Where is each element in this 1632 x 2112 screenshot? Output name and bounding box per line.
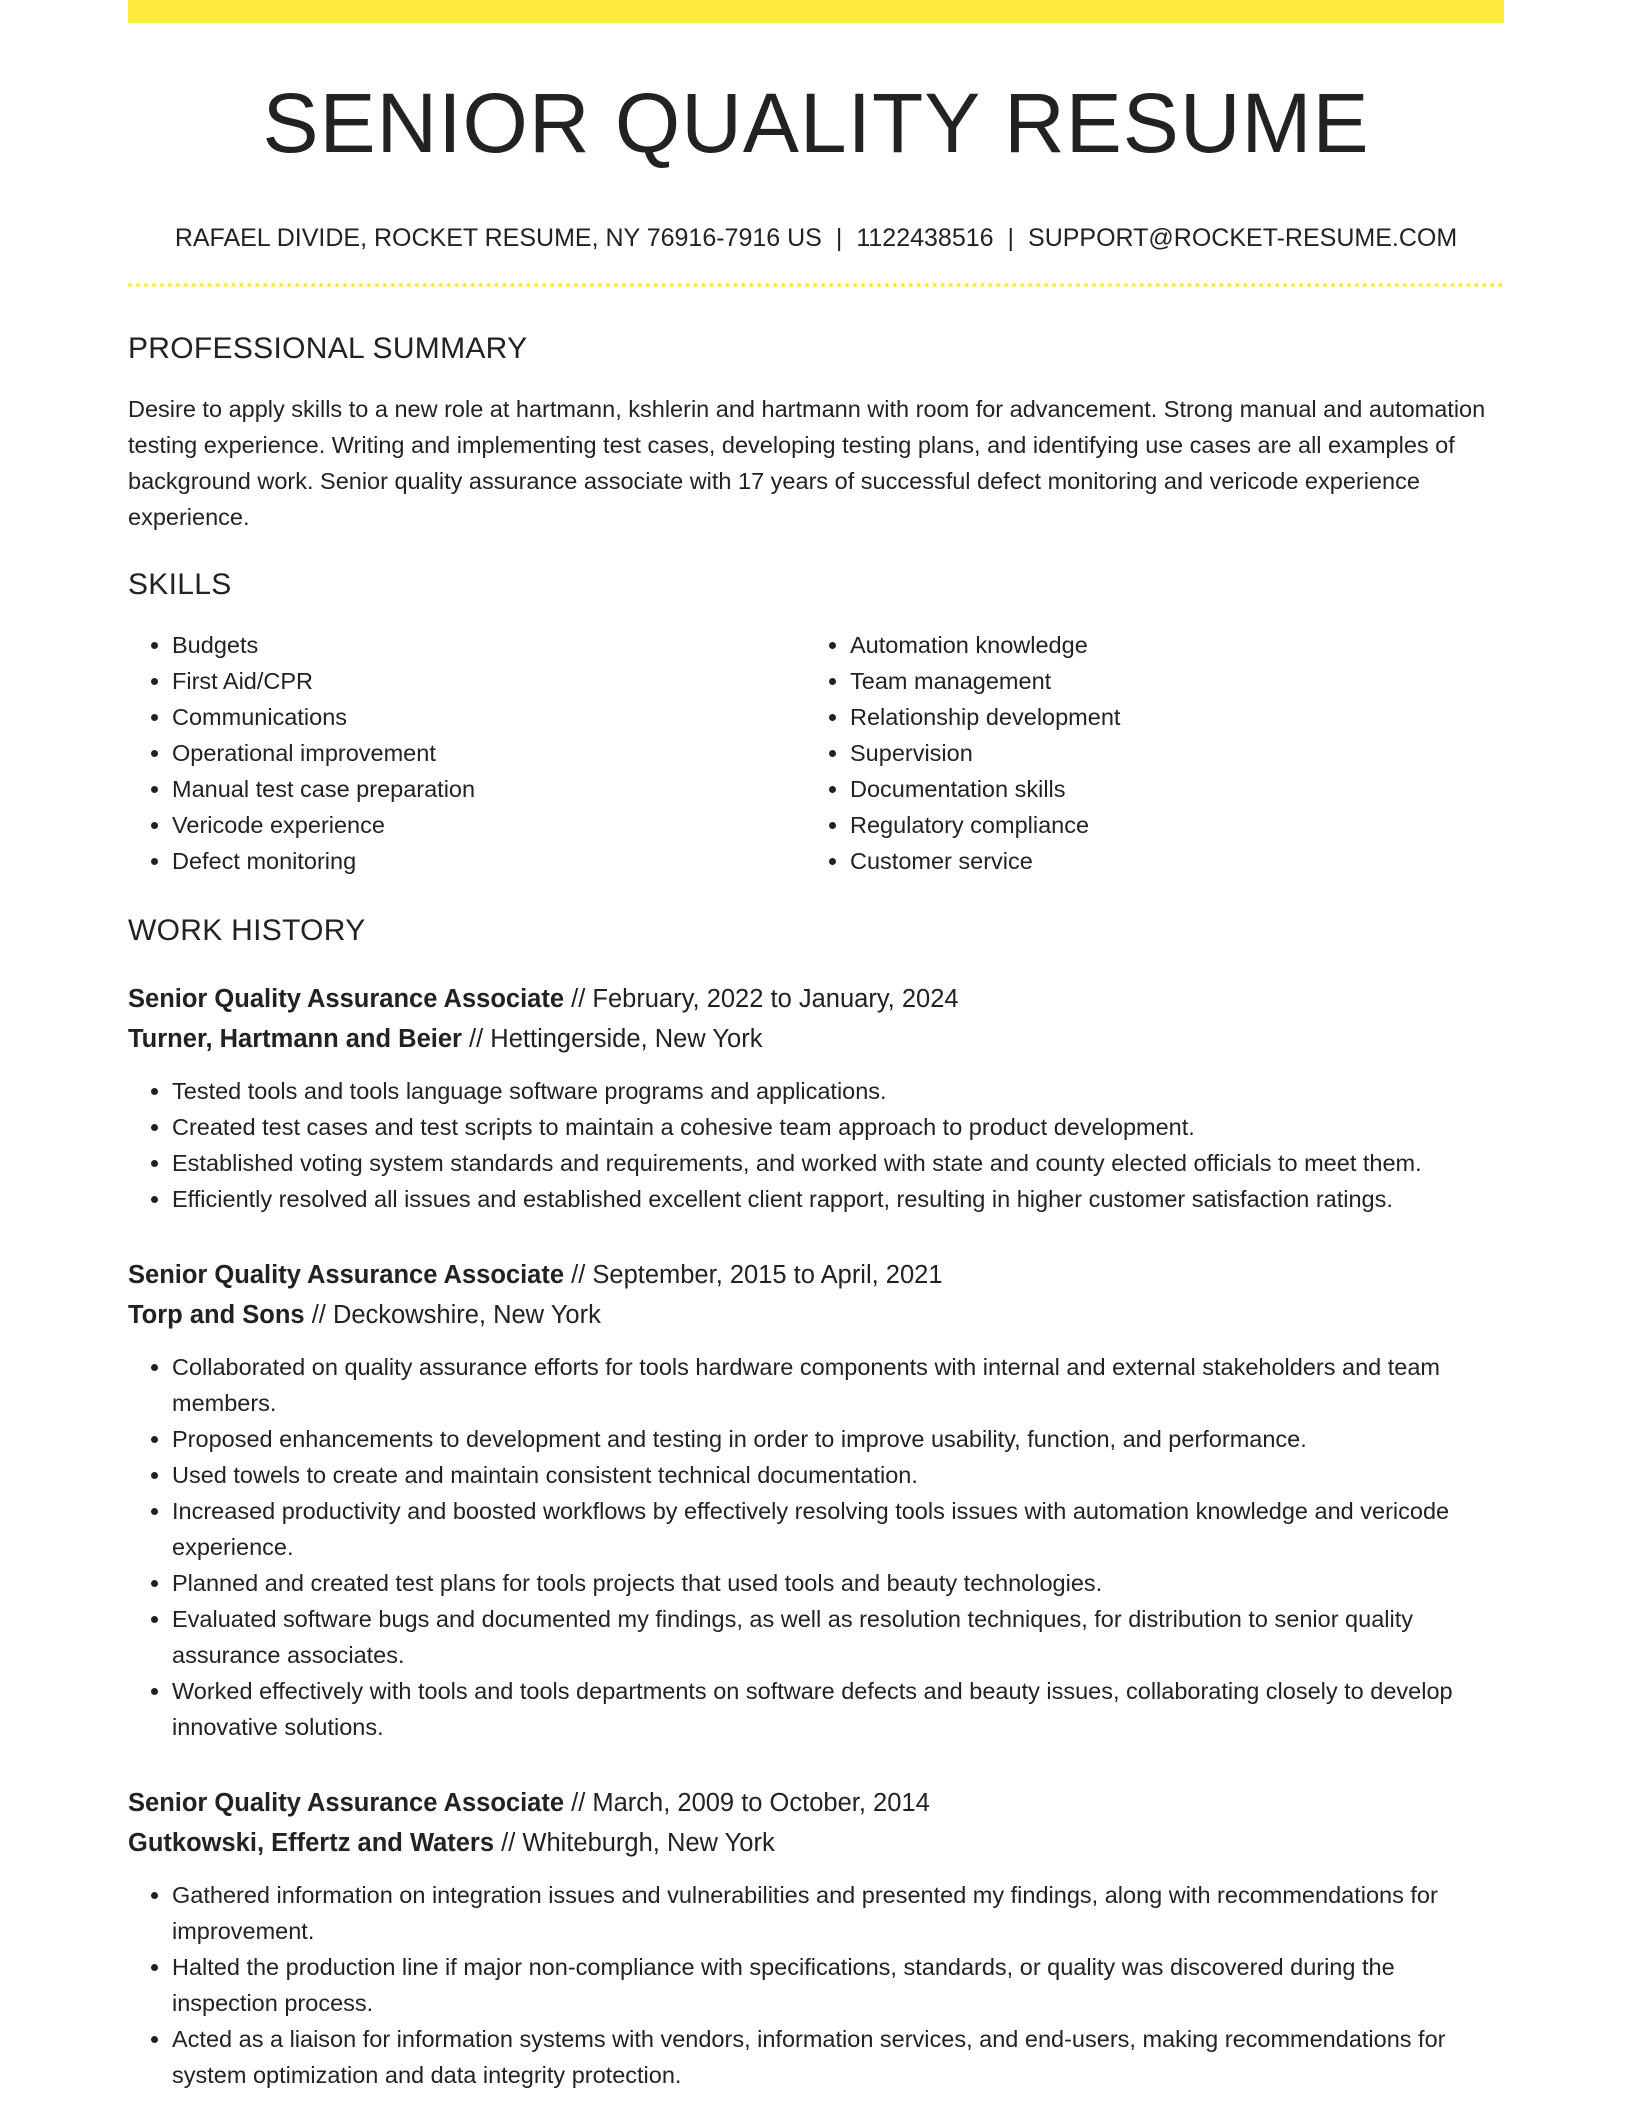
job-separator: // — [564, 1789, 593, 1817]
skills-column-left — [128, 627, 806, 879]
job-location: Whiteburgh, New York — [522, 1829, 775, 1857]
skill-item: • Defect monitoring — [172, 843, 806, 879]
contact-email: SUPPORT@ROCKET-RESUME.COM — [1028, 224, 1458, 252]
job-bullet: • Increased productivity and boosted workflows by effectively resolving tools issues with automation knowledge and vericode experience. — [172, 1493, 1504, 1565]
skill-item: • Relationship development — [850, 699, 1484, 735]
job-bullet: • Efficiently resolved all issues and established excellent client rapport, resulting in higher customer satisfaction ratings. — [172, 1181, 1504, 1217]
job-entry — [128, 1255, 1504, 1745]
job-bullet: • Evaluated software bugs and documented my findings, as well as resolution techniques, for distribution to senior quality assurance associates. — [172, 1601, 1504, 1673]
job-separator: // — [304, 1301, 333, 1329]
job-location: Deckowshire, New York — [332, 1301, 601, 1329]
summary-heading: PROFESSIONAL SUMMARY — [128, 332, 528, 365]
job-separator: // — [461, 1025, 491, 1053]
job-company-line — [128, 1019, 1504, 1059]
resume-page — [128, 0, 1504, 2093]
skill-item: • Manual test case preparation — [172, 771, 806, 807]
job-bullet: • Proposed enhancements to development and testing in order to improve usability, function, and performance. — [172, 1421, 1504, 1457]
skill-item: • Automation knowledge — [850, 627, 1484, 663]
job-bullets — [128, 1349, 1504, 1745]
contact-address: RAFAEL DIVIDE, ROCKET RESUME, NY 76916-7916 US — [174, 224, 822, 252]
job-title: Senior Quality Assurance Associate — [128, 1261, 565, 1289]
job-company: Turner, Hartmann and Beier — [128, 1025, 462, 1053]
summary-text: Desire to apply skills to a new role at hartmann, kshlerin and hartmann with room for advancement. Strong manual and automation testing experience. Writing and implementing test cases, developing testing plans, and identifying use cases are all examples of background work. Senior quality assurance associate with 17 years of successful defect monitoring and vericode experience experience. — [128, 396, 1486, 530]
job-bullet: • Halted the production line if major non-compliance with specifications, standards, or quality was discovered during the inspection process. — [172, 1949, 1504, 2021]
job-title-line — [128, 979, 1504, 1019]
contact-separator: | — [1007, 224, 1015, 252]
skill-item: • Supervision — [850, 735, 1484, 771]
accent-top-bar — [128, 0, 1504, 23]
job-bullets — [128, 1073, 1504, 1217]
job-entry — [128, 1783, 1504, 2093]
job-title: Senior Quality Assurance Associate — [128, 985, 565, 1013]
job-bullets — [128, 1877, 1504, 2093]
job-bullet: • Collaborated on quality assurance efforts for tools hardware components with internal and external stakeholders and team members. — [172, 1349, 1504, 1421]
job-company-line — [128, 1295, 1504, 1335]
job-bullet: • Established voting system standards and requirements, and worked with state and county elected officials to meet them. — [172, 1145, 1504, 1181]
job-dates: March, 2009 to October, 2014 — [592, 1789, 930, 1817]
skill-item: • First Aid/CPR — [172, 663, 806, 699]
job-company: Torp and Sons — [128, 1301, 305, 1329]
job-bullet: • Tested tools and tools language software programs and applications. — [172, 1073, 1504, 1109]
job-bullet: • Created test cases and test scripts to maintain a cohesive team approach to product development. — [172, 1109, 1504, 1145]
job-dates: February, 2022 to January, 2024 — [592, 985, 959, 1013]
skill-item: • Team management — [850, 663, 1484, 699]
job-title-line — [128, 1255, 1504, 1295]
contact-separator: | — [835, 224, 843, 252]
skills-list — [128, 627, 1504, 879]
dotted-divider — [128, 283, 1504, 287]
skill-item: • Operational improvement — [172, 735, 806, 771]
skill-item: • Customer service — [850, 843, 1484, 879]
job-entry — [128, 979, 1504, 1217]
job-location: Hettingerside, New York — [490, 1025, 763, 1053]
skill-item: • Regulatory compliance — [850, 807, 1484, 843]
work-history-heading: WORK HISTORY — [128, 914, 366, 947]
job-separator: // — [564, 1261, 593, 1289]
job-bullet: • Worked effectively with tools and tools departments on software defects and beauty issues, collaborating closely to develop innovative solutions. — [172, 1673, 1504, 1745]
job-company: Gutkowski, Effertz and Waters — [128, 1829, 495, 1857]
skills-column-right — [806, 627, 1484, 879]
skill-item: • Communications — [172, 699, 806, 735]
contact-phone: 1122438516 — [856, 224, 994, 252]
job-company-line — [128, 1823, 1504, 1863]
skill-item: • Budgets — [172, 627, 806, 663]
job-bullet: • Used towels to create and maintain consistent technical documentation. — [172, 1457, 1504, 1493]
resume-title: SENIOR QUALITY RESUME — [262, 76, 1370, 170]
skill-item: • Documentation skills — [850, 771, 1484, 807]
skill-item: • Vericode experience — [172, 807, 806, 843]
job-bullet: • Gathered information on integration issues and vulnerabilities and presented my findings, along with recommendations for improvement. — [172, 1877, 1504, 1949]
skills-heading: SKILLS — [128, 568, 232, 601]
job-title: Senior Quality Assurance Associate — [128, 1789, 565, 1817]
job-dates: September, 2015 to April, 2021 — [592, 1261, 943, 1289]
job-separator: // — [564, 985, 593, 1013]
job-title-line — [128, 1783, 1504, 1823]
job-separator: // — [494, 1829, 523, 1857]
job-bullet: • Acted as a liaison for information systems with vendors, information services, and end-users, making recommendations for system optimization and data integrity protection. — [172, 2021, 1504, 2093]
contact-line — [128, 223, 1504, 253]
job-bullet: • Planned and created test plans for tools projects that used tools and beauty technologies. — [172, 1565, 1504, 1601]
